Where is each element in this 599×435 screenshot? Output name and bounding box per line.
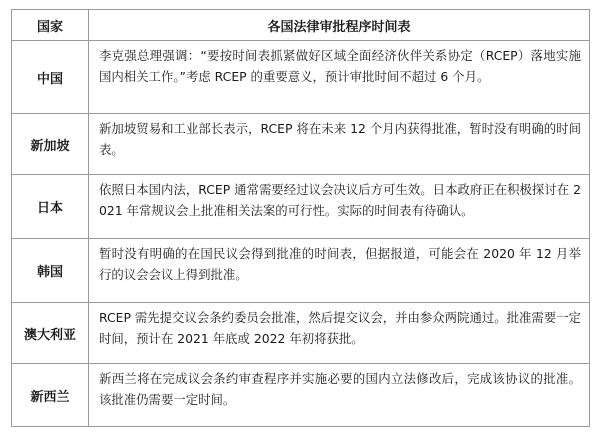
table-header-row: [12, 10, 590, 41]
process-cell: RCEP 需先提交议会条约委员会批准，然后提交议会，并由参众两院通过。批准需要一定时间，预计在 2021 年底或 2022 年初将获批。: [89, 302, 590, 363]
table-row: [12, 114, 590, 174]
table-row: [12, 364, 590, 427]
table-row: [12, 239, 590, 303]
country-cell: 澳大利亚: [12, 302, 89, 363]
country-cell: 日本: [12, 174, 89, 239]
country-cell: 新西兰: [12, 364, 89, 427]
ratification-schedule-table: [11, 9, 590, 427]
process-cell: 新加坡贸易和工业部长表示，RCEP 将在未来 12 个月内获得批准，暂时没有明确的时间表。: [89, 114, 590, 174]
table-row: [12, 302, 590, 363]
country-cell: 中国: [12, 41, 89, 114]
table-row: [12, 41, 590, 114]
process-cell: 李克强总理强调：“要按时间表抓紧做好区域全面经济伙伴关系协定（RCEP）落地实施国内相关工作。”考虑 RCEP 的重要意义，预计审批时间不超过 6 个月。: [89, 41, 590, 114]
header-process: 各国法律审批程序时间表: [89, 10, 590, 41]
country-cell: 韩国: [12, 239, 89, 303]
country-cell: 新加坡: [12, 114, 89, 174]
ratification-table-container: [11, 9, 589, 427]
process-cell: 依照日本国内法，RCEP 通常需要经过议会决议后方可生效。日本政府正在积极探讨在 2021 年常规议会上批准相关法案的可行性。实际的时间表有待确认。: [89, 174, 590, 239]
process-cell: 暂时没有明确的在国民议会得到批准的时间表，但据报道，可能会在 2020 年 12 月举行的议会会议上得到批准。: [89, 239, 590, 303]
table-row: [12, 174, 590, 239]
header-country: 国家: [12, 10, 89, 41]
process-cell: 新西兰将在完成议会条约审查程序并实施必要的国内立法修改后，完成该协议的批准。该批准仍需要一定时间。: [89, 364, 590, 427]
